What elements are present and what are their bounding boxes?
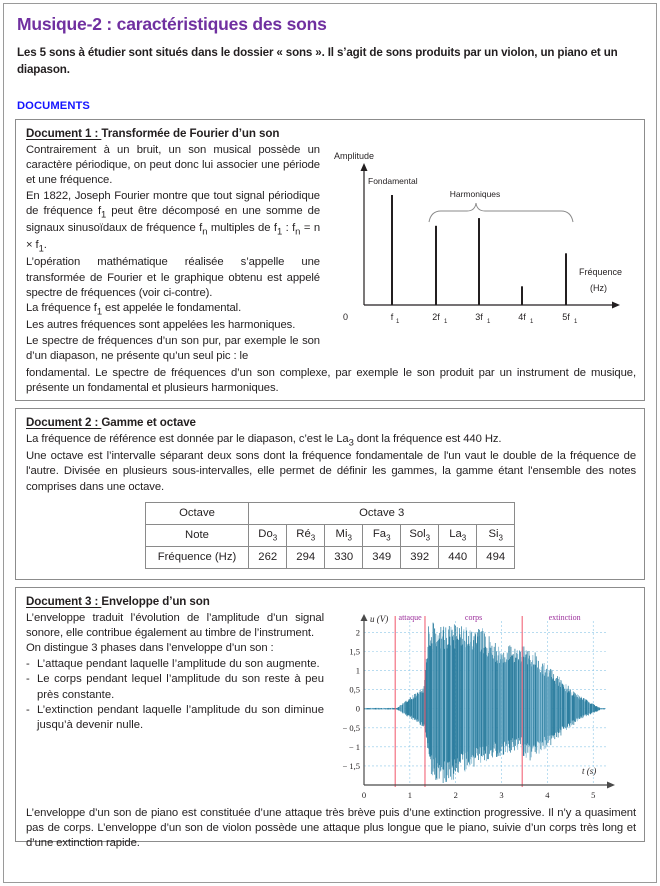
note-cell-2: $Ré_3$ [287, 524, 325, 546]
document-1-label: Document 1 [26, 126, 95, 140]
envelope-y-axis-arrow [361, 614, 368, 621]
phase-list-item [26, 657, 324, 672]
doc1-para-2 [26, 189, 320, 256]
spectrum-tick-5 [562, 312, 578, 325]
document-1-heading [26, 127, 636, 140]
frequency-cell-1: 262 [249, 546, 287, 568]
svg-text:2f: 2f [432, 311, 440, 322]
envelope-x-tick-0: 0 [361, 789, 367, 800]
bullet-marker: - [26, 703, 30, 716]
frequency-cell-7: 494 [477, 546, 515, 568]
spectrum-x-axis-label-line2: (Hz) [590, 282, 607, 293]
doc1-para2-e: = n × f [26, 222, 320, 252]
spectrum-x-axis-arrow [612, 301, 620, 308]
document-1-box [15, 119, 645, 401]
doc1-para-3: L’opération mathématique réalisée s’appelle une transformée de Fourier et le graphique obtenu est appelé spectre de fréquences (voir ci-contre). [26, 256, 320, 300]
doc1-para2-sub4: n [295, 225, 301, 237]
spectrum-tick-4 [518, 312, 534, 325]
envelope-waveform-group [364, 622, 605, 782]
document-3-title: Enveloppe d’un son [101, 594, 210, 608]
table-row [145, 546, 514, 568]
svg-text:1: 1 [396, 318, 400, 325]
doc1-para2-f: . [43, 239, 47, 252]
note-cell-1: $Do_3$ [249, 524, 287, 546]
envelope-y-tick-3: 0,5 [349, 684, 360, 695]
doc2-para1-a: La fréquence de référence est donnée par le diapason, c’est le La [26, 432, 349, 445]
envelope-x-tick-4: 4 [545, 789, 550, 800]
envelope-x-tick-5: 5 [591, 789, 596, 800]
doc1-para2-b: peut être décomposé en une somme de signaux sinusoïdaux de fréquence f [26, 205, 321, 235]
document-3-label: Document 3 [26, 594, 95, 608]
doc2-para1-sub: 3 [348, 435, 354, 447]
doc1-para2-sub5: 1 [38, 242, 44, 254]
doc3-para-3: L’enveloppe d’un son de piano est constituée d’une attaque très brève puis d’une extinction progressive. Il n’y a quasiment pas de corps. L’enveloppe d’un son de violon possède une attaque plus longue que le piano, suivie d’un corps très long et d’une extinction rapide. [26, 806, 636, 850]
envelope-y-tick-2: 1 [355, 665, 360, 676]
spectrum-tick-2 [432, 312, 448, 325]
envelope-x-tick-labels [362, 790, 595, 800]
page-title: Musique-2 : caractéristiques des sons [17, 14, 327, 34]
svg-text:1: 1 [444, 318, 448, 325]
doc1-para-5: Les autres fréquences sont appelées les harmoniques. [26, 319, 296, 332]
envelope-phase-label-corps: corps [464, 612, 483, 622]
frequency-cell-5: 392 [401, 546, 439, 568]
phase-list-item [26, 703, 324, 734]
phase-list-item-text: L’attaque pendant laquelle l’amplitude du son augmente. [37, 657, 320, 670]
sound-envelope-chart [324, 611, 624, 809]
envelope-x-axis-label: t (s) [582, 765, 597, 776]
octave-frequency-table [145, 502, 515, 569]
frequency-cell-4: 349 [363, 546, 401, 568]
document-2-separator: : [94, 415, 102, 429]
document-2-box [15, 408, 645, 580]
table-row [145, 524, 514, 546]
svg-text:1: 1 [487, 318, 491, 325]
note-cell-4: $Fa_3$ [363, 524, 401, 546]
envelope-y-axis-label: u (V) [370, 613, 389, 624]
note-row-label: Note [145, 524, 248, 546]
doc1-para2-sub1: 1 [101, 208, 107, 220]
doc3-phase-list [26, 657, 324, 734]
envelope-y-tick-1: 1,5 [349, 646, 360, 657]
doc1-bottom-text [24, 366, 636, 397]
table-row [145, 502, 514, 524]
svg-text:5f: 5f [562, 311, 570, 322]
document-3-chart-column [324, 611, 636, 806]
page-frame [3, 3, 657, 883]
document-1-chart-column [320, 143, 636, 323]
envelope-x-axis-arrow [607, 781, 615, 788]
envelope-phase-label-extinction: extinction [548, 612, 581, 622]
document-3-separator: : [94, 594, 102, 608]
spectrum-y-axis-label: Amplitude [334, 150, 375, 161]
doc1-para4-a: La fréquence f [26, 302, 97, 315]
document-2-text [24, 432, 636, 495]
phase-list-item-text: Le corps pendant lequel l’amplitude du son reste à peu près constante. [37, 673, 324, 701]
doc3-para-1: L’enveloppe traduit l’évolution de l’amplitude d’un signal sonore, elle contribue également au timbre de l’instrument. [26, 611, 324, 640]
doc1-para2-a: En 1822, Joseph Fourier montre que tout signal périodique de fréquence f [26, 189, 320, 218]
document-3-heading [26, 595, 636, 608]
document-1-separator: : [94, 126, 102, 140]
frequency-cell-6: 440 [439, 546, 477, 568]
doc1-para2-sub2: n [202, 225, 208, 237]
spectrum-origin-label: 0 [343, 311, 349, 322]
envelope-y-tick-labels [342, 627, 360, 770]
envelope-x-tick-1: 1 [407, 789, 412, 800]
documents-heading: DOCUMENTS [17, 99, 90, 112]
spectrum-x-axis-label-line1: Fréquence [579, 266, 623, 277]
envelope-x-tick-3: 3 [499, 789, 504, 800]
doc2-para-2: Une octave est l’intervalle séparant deux sons dont la fréquence fondamentale de l'un vaut le double de la fréquence de l'autre. Divisée en plusieurs sous-intervalles, elle permet de définir les gammes, la gamme étant l'ensemble des notes comprises dans une octave. [26, 449, 636, 493]
svg-text:1: 1 [530, 318, 534, 325]
svg-text:f: f [390, 311, 394, 322]
spectrum-annotation-fondamental: Fondamental [368, 175, 418, 186]
phase-list-item-text: L’extinction pendant laquelle l’amplitude du son diminue jusqu’à devenir nulle. [37, 703, 324, 732]
frequency-row-label: Fréquence (Hz) [145, 546, 248, 568]
doc3-bottom-text [24, 806, 636, 852]
envelope-x-tick-2: 2 [453, 789, 458, 800]
envelope-y-tick-4: 0 [355, 703, 360, 714]
document-2-title: Gamme et octave [101, 415, 196, 429]
envelope-y-tick-7: − 1,5 [342, 760, 360, 771]
doc1-para2-c: multiples de f [207, 222, 277, 235]
note-cell-5: Sol$_3$ [401, 524, 439, 546]
phase-list-item [26, 672, 324, 703]
doc1-para-6: Le spectre de fréquences d’un son pur, par exemple le son d’un diapason, ne présente qu’un seul pic : le [26, 334, 320, 363]
document-2-label: Document 2 [26, 415, 95, 429]
document-2-heading [26, 416, 636, 429]
envelope-y-tick-0: 2 [355, 627, 360, 638]
doc2-para1-b: dont la fréquence est 440 Hz. [353, 432, 502, 445]
spectrum-tick-1 [391, 312, 400, 325]
note-cell-7: $Si_3$ [477, 524, 515, 546]
document-1-title: Transformée de Fourier d’un son [101, 126, 280, 140]
bullet-marker: - [26, 673, 30, 686]
doc1-para-7: fondamental. Le spectre de fréquences d’un son complexe, par exemple le son produit par un instrument de musique, présente un fondamental et plusieurs harmoniques. [26, 366, 636, 394]
doc1-para-1: Contrairement à un bruit, un son musical possède un caractère périodique, on peut donc lui associer une période et une fréquence. [26, 143, 320, 187]
octave-row-label: Octave [145, 502, 248, 524]
envelope-phase-label-attaque: attaque [398, 612, 422, 622]
document-1-text-column [24, 143, 320, 365]
spectrum-tick-labels-group [391, 312, 578, 325]
frequency-cell-2: 294 [287, 546, 325, 568]
frequency-spectrum-chart [322, 145, 642, 325]
spectrum-harmoniques-brace [429, 203, 573, 222]
intro-paragraph: Les 5 sons à étudier sont situés dans le dossier « sons ». Il s’agit de sons produits par un violon, un piano et un diapason. [17, 46, 618, 76]
doc1-para4-sub: 1 [96, 305, 102, 317]
svg-text:3f: 3f [475, 311, 483, 322]
frequency-cell-3: 330 [325, 546, 363, 568]
svg-text:4f: 4f [518, 311, 526, 322]
doc1-para4-b: est appelée le fondamental. [101, 302, 242, 315]
document-1-columns [24, 143, 636, 365]
doc2-para-1 [26, 432, 636, 449]
spectrum-y-axis-arrow [361, 163, 368, 171]
doc1-para2-d: : f [282, 222, 296, 235]
envelope-phase-labels-group [399, 613, 581, 622]
note-cell-6: $La_3$ [439, 524, 477, 546]
doc1-para2-sub3: 1 [276, 225, 283, 237]
document-3-columns [24, 611, 636, 806]
spectrum-annotation-harmoniques: Harmoniques [449, 188, 501, 199]
note-cell-3: $Mi_3$ [325, 524, 363, 546]
document-3-box [15, 587, 645, 850]
svg-text:1: 1 [574, 318, 578, 325]
spectrum-tick-3 [475, 312, 491, 325]
octave-header-cell: Octave 3 [249, 502, 515, 524]
bullet-marker: - [26, 657, 30, 670]
document-3-text-column [24, 611, 324, 734]
doc1-para-4 [26, 301, 320, 318]
doc3-para-2: On distingue 3 phases dans l’enveloppe d’un son : [26, 642, 274, 655]
envelope-y-tick-6: − 1 [348, 741, 360, 752]
envelope-y-tick-5: − 0,5 [342, 722, 360, 733]
